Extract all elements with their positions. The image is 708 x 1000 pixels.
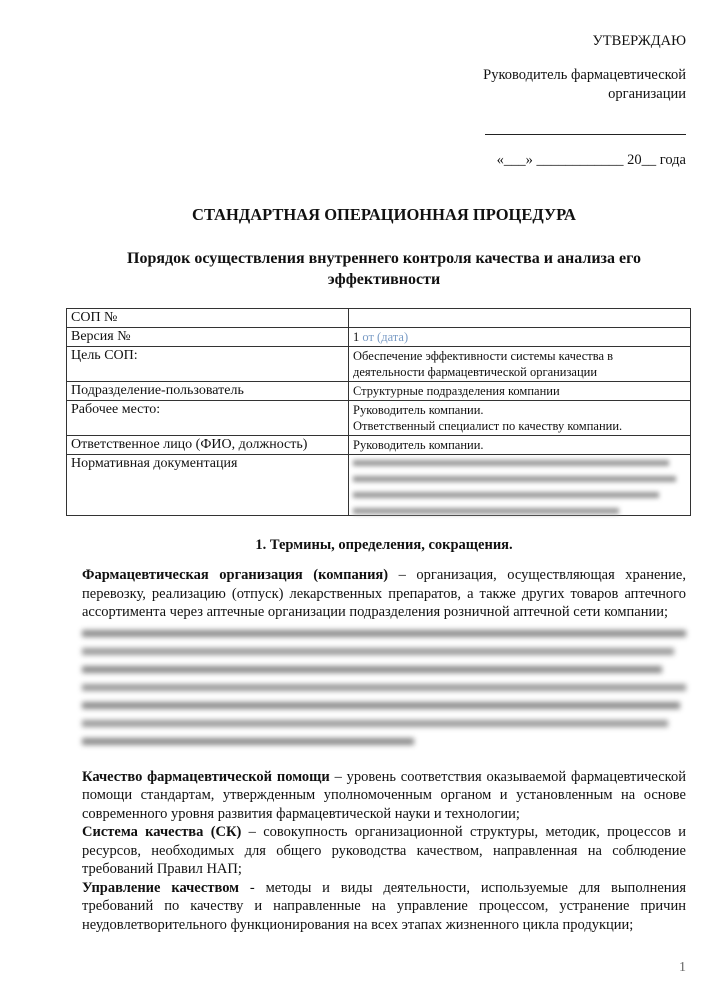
goal-label: Цель СОП: xyxy=(67,347,349,382)
term-name: Фармацевтическая организация (компания) xyxy=(82,567,389,583)
responsible-label: Ответственное лицо (ФИО, должность) xyxy=(67,436,349,455)
redacted-paragraph xyxy=(82,622,686,768)
version-value xyxy=(349,328,691,347)
section-title: 1. Термины, определения, сокращения. xyxy=(255,537,513,553)
goal-value: Обеспечение эффективности системы качества в деятельности фармацевтической организации xyxy=(349,347,691,382)
approver-role: Руководитель фармацевтической организации xyxy=(483,67,686,102)
version-date: от (дата) xyxy=(362,330,409,344)
table-row xyxy=(67,401,691,436)
sop-number-value xyxy=(349,309,691,328)
approve-heading: УТВЕРЖДАЮ xyxy=(592,33,686,49)
document-subtitle: Порядок осуществления внутреннего контроля качества и анализа его эффективности xyxy=(127,250,641,288)
term-name: Качество фармацевтической помощи xyxy=(82,768,330,785)
sop-number-label: СОП № xyxy=(67,309,349,328)
table-row xyxy=(67,436,691,455)
term-definition: – совокупность организационной структуры, методик, процессов и ресурсов, необходимых для общего руководства качеством, направленная на соблюдение требований Правил НАП; xyxy=(82,824,687,877)
sop-info-table xyxy=(66,308,691,516)
table-row xyxy=(67,309,691,328)
table-row xyxy=(67,347,691,382)
normative-value-redacted xyxy=(349,455,691,516)
term-definition: – организация, осуществляющая хранение, перевозку, реализацию (отпуск) лекарственных препаратов, а также других товаров аптечного ассортимента через аптечные организации подразделения розничной аптечной сети компании; xyxy=(82,567,686,620)
table-row xyxy=(67,455,691,516)
term-paragraph xyxy=(82,823,686,879)
terms-body xyxy=(82,566,686,934)
workplace-label: Рабочее место: xyxy=(67,401,349,436)
signature-line xyxy=(485,134,686,135)
table-row xyxy=(67,382,691,401)
term-name: Система качества (СК) xyxy=(82,824,242,840)
approve-date-line: «___» ____________ 20__ года xyxy=(496,152,686,168)
term-name: Управление качеством xyxy=(82,879,240,896)
workplace-value xyxy=(349,401,691,436)
term-definition: - методы и виды деятельности, используемые для выполнения требований по качеству и направленные на управление процессом, устранение причин неудовлетворительного функционирования на всех этапах жизненного цикла продукции; xyxy=(82,879,686,933)
term-definition: – уровень соответствия оказываемой фармацевтической помощи стандартам, утвержденным уполномоченным органом и установленным на основе современного уровня развития фармацевтической науки и технологии; xyxy=(82,768,686,822)
document-title: СТАНДАРТНАЯ ОПЕРАЦИОННАЯ ПРОЦЕДУРА xyxy=(192,205,576,224)
term-paragraph xyxy=(82,879,686,935)
term-paragraph xyxy=(82,768,686,824)
normative-label: Нормативная документация xyxy=(67,455,349,516)
version-label: Версия № xyxy=(67,328,349,347)
term-paragraph xyxy=(82,566,686,622)
workplace-value-1: Руководитель компании. xyxy=(353,403,484,417)
division-label: Подразделение-пользователь xyxy=(67,382,349,401)
page-number: 1 xyxy=(679,960,686,975)
table-row xyxy=(67,328,691,347)
responsible-value: Руководитель компании. xyxy=(349,436,691,455)
version-number: 1 xyxy=(353,330,360,344)
workplace-value-2: Ответственный специалист по качеству компании. xyxy=(353,419,623,433)
division-value: Структурные подразделения компании xyxy=(349,382,691,401)
